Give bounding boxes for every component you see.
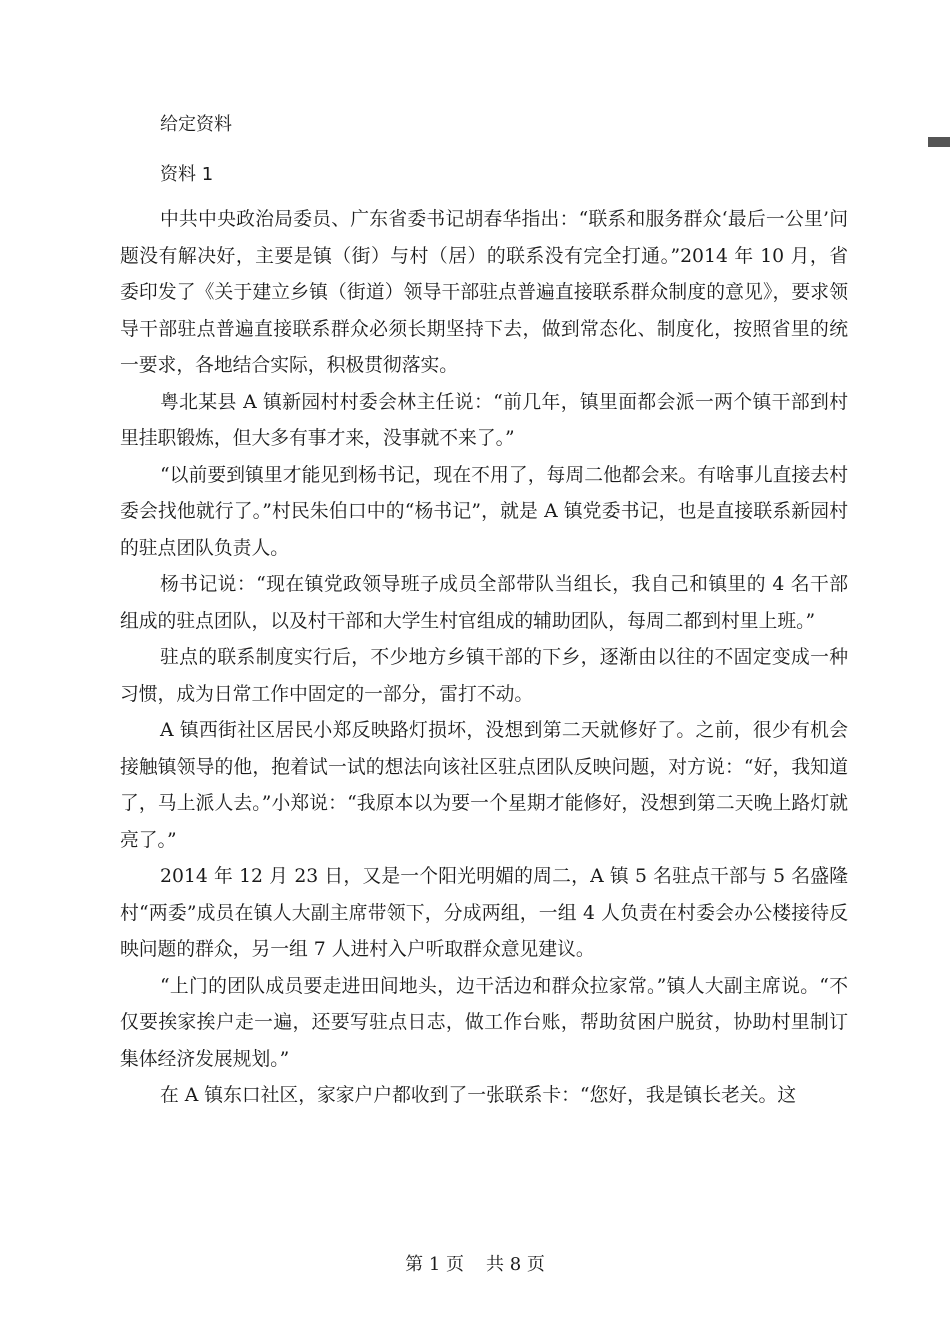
paragraph: 杨书记说：“现在镇党政领导班子成员全部带队当组长，我自己和镇里的 4 名干部组成的驻点团队，以及村干部和大学生村官组成的辅助团队，每周二都到村里上班。” — [120, 574, 848, 632]
paragraph: A 镇西街社区居民小郑反映路灯损坏，没想到第二天就修好了。之前，很少有机会接触镇领导的他，抱着试一试的想法向该社区驻点团队反映问题，对方说：“好，我知道了，马上派人去。”小郑说：“我原本以为要一个星期才能修好，没想到第二天晚上路灯就亮了。” — [120, 720, 848, 851]
paragraph: 在 A 镇东口社区，家家户户都收到了一张联系卡：“您好，我是镇长老关。这 — [160, 1085, 797, 1106]
side-tab-marker — [928, 137, 950, 147]
page-footer — [0, 1253, 950, 1277]
paragraph: 2014 年 12 月 23 日，又是一个阳光明媚的周二，A 镇 5 名驻点干部与 5 名盛隆村“两委”成员在镇人大副主席带领下，分成两组，一组 4 人负责在村委会办公楼接待反映问题的群众，另一组 7 人进村入户听取群众意见建议。 — [120, 866, 848, 960]
paragraph: “以前要到镇里才能见到杨书记，现在不用了，每周二他都会来。有啥事儿直接去村委会找他就行了。”村民朱伯口中的“杨书记”，就是 A 镇党委书记，也是直接联系新园村的驻点团队负责人。 — [120, 464, 848, 559]
paragraph: 粤北某县 A 镇新园村村委会林主任说：“前几年，镇里面都会派一两个镇干部到村里挂职锻炼，但大多有事才来，没事就不来了。” — [120, 391, 848, 449]
page-total: 共 8 页 — [486, 1254, 545, 1275]
paragraph: 驻点的联系制度实行后，不少地方乡镇干部的下乡，逐渐由以往的不固定变成一种习惯，成为日常工作中固定的一部分，雷打不动。 — [120, 647, 848, 705]
section-heading: 给定资料 — [160, 114, 232, 135]
document-body — [120, 112, 848, 1115]
page-number: 第 1 页 — [405, 1254, 464, 1275]
material-subheading: 资料 1 — [160, 164, 214, 185]
paragraph: “上门的团队成员要走进田间地头，边干活边和群众拉家常。”镇人大副主席说。“不仅要挨家挨户走一遍，还要写驻点日志，做工作台账，帮助贫困户脱贫，协助村里制订集体经济发展规划。” — [120, 975, 848, 1070]
paragraph: 中共中央政治局委员、广东省委书记胡春华指出：“联系和服务群众‘最后一公里’问题没有解决好，主要是镇（街）与村（居）的联系没有完全打通。”2014 年 10 月，省委印发了《关于建立乡镇（街道）领导干部驻点普遍直接联系群众制度的意见》，要求领导干部驻点普遍直接联系群众必须长期坚持下去，做到常态化、制度化，按照省里的统一要求，各地结合实际，积极贯彻落实。 — [120, 209, 848, 376]
